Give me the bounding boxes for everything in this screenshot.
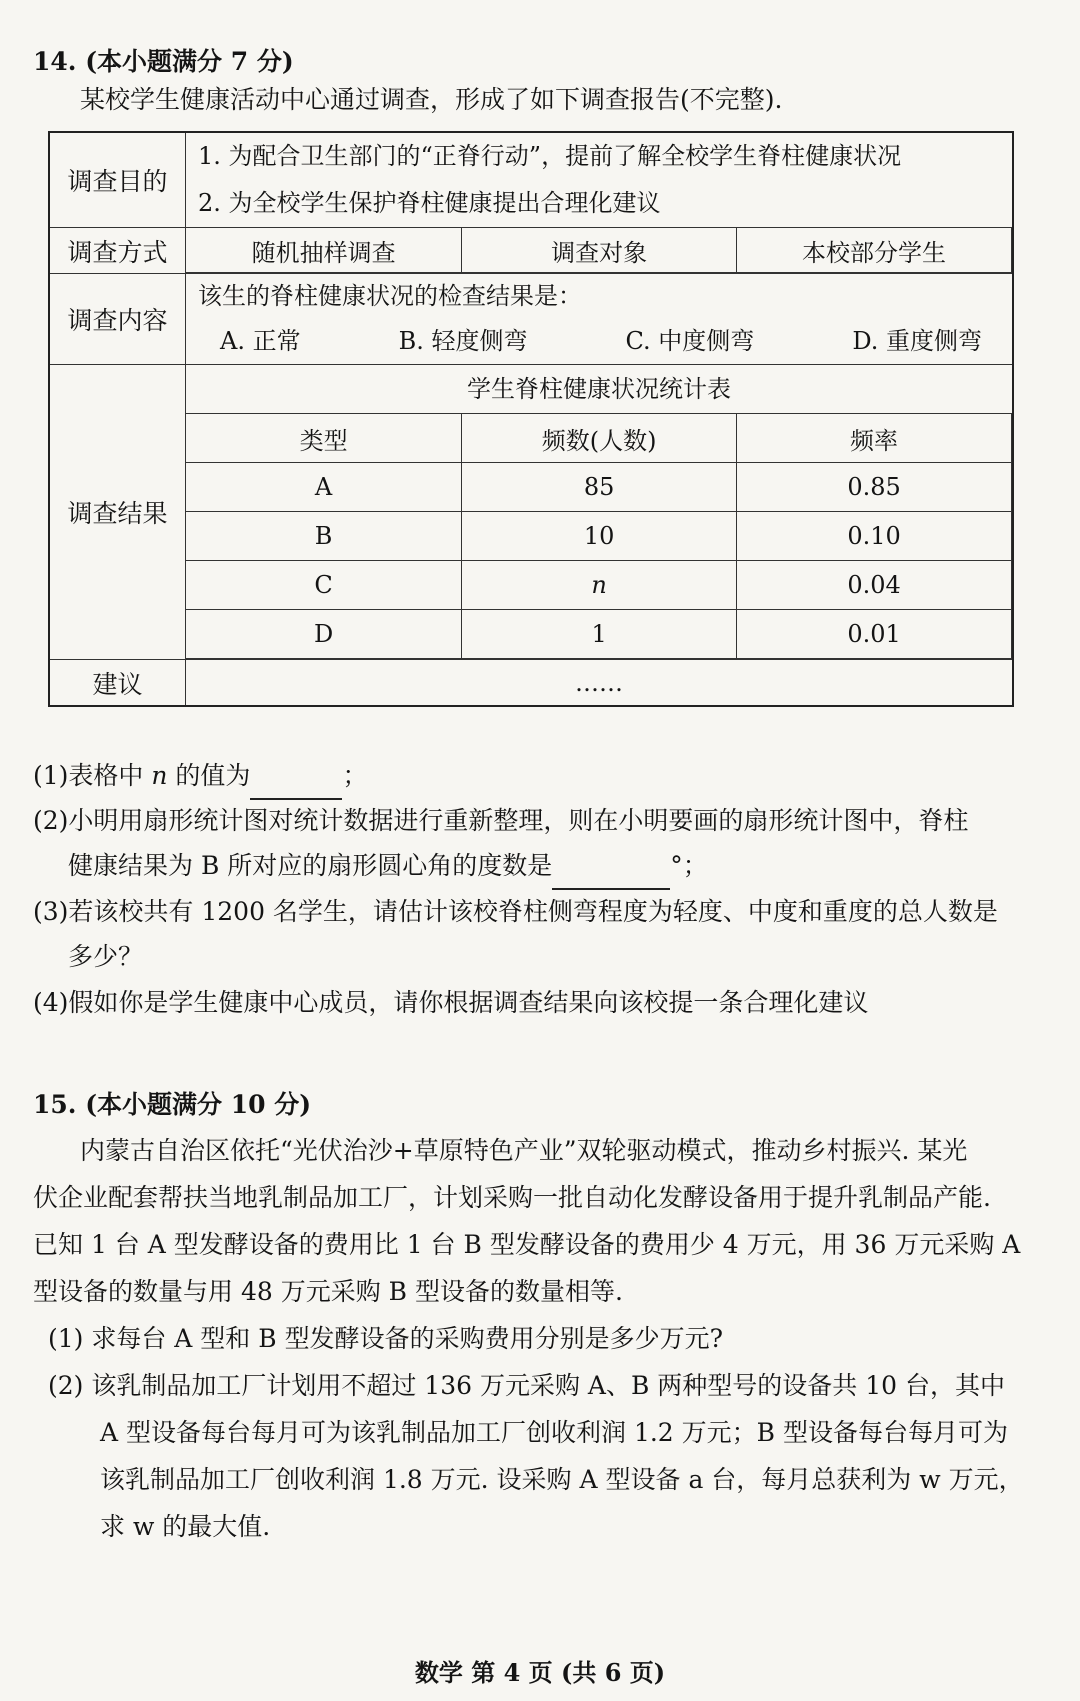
method-value: 随机抽样调查 (186, 228, 462, 273)
object-value: 本校部分学生 (737, 228, 1012, 273)
sub1-variable: n (151, 761, 168, 790)
option-b: B. 轻度侧弯 (398, 327, 528, 355)
q15-para-4: 型设备的数量与用 48 万元采购 B 型设备的数量相等. (33, 1277, 623, 1306)
q14-sub3-line1: (3)若该校共有 1200 名学生，请估计该校脊柱侧弯程度为轻度、中度和重度的总人数是 (33, 897, 998, 926)
stat-cell: D (186, 610, 462, 659)
q15-para-1: 内蒙古自治区依托“光伏治沙+草原特色产业”双轮驱动模式，推动乡村振兴. 某光 (80, 1136, 968, 1165)
content-label: 调查内容 (49, 274, 186, 365)
q15-sub2-line2: A 型设备每台每月可为该乳制品加工厂创收利润 1.2 万元；B 型设备每台每月可为 (100, 1418, 1008, 1447)
q15-para-2: 伏企业配套帮扶当地乳制品加工厂，计划采购一批自动化发酵设备用于提升乳制品产能. (33, 1183, 991, 1212)
content-prompt: 该生的脊柱健康状况的检查结果是： (198, 282, 582, 310)
q15-sub2-line1: (2) 该乳制品加工厂计划用不超过 136 万元采购 A、B 两种型号的设备共 10 台，其中 (48, 1371, 1005, 1400)
q15-sub2-line3: 该乳制品加工厂创收利润 1.8 万元. 设采购 A 型设备 a 台，每月总获利为 w 万元， (100, 1465, 1024, 1494)
sub1-text-b: 的值为 (167, 761, 251, 790)
purpose-item-2: 2. 为全校学生保护脊柱健康提出合理化建议 (198, 189, 661, 217)
sub2-unit: °； (670, 851, 708, 880)
q14-sub3-line2: 多少？ (68, 942, 144, 971)
purpose-label: 调查目的 (49, 132, 186, 228)
option-a: A. 正常 (220, 327, 301, 355)
stat-cell: 0.10 (737, 512, 1012, 561)
method-row (186, 228, 1012, 273)
stat-cell: 1 (462, 610, 737, 659)
stat-cell: 85 (462, 463, 737, 512)
table-row (186, 463, 1012, 512)
purpose-item-1: 1. 为配合卫生部门的“正脊行动”，提前了解全校学生脊柱健康状况 (198, 142, 902, 170)
stat-cell: n (462, 561, 737, 610)
stat-header-rate: 频率 (737, 414, 1012, 463)
sub1-text-c: ； (342, 761, 368, 790)
stat-cell: 0.04 (737, 561, 1012, 610)
sub1-text-a: (1)表格中 (33, 761, 152, 790)
stat-cell: 0.85 (737, 463, 1012, 512)
q14-sub2-line1: (2)小明用扇形统计图对统计数据进行重新整理，则在小明要画的扇形统计图中，脊柱 (33, 806, 969, 835)
q15-heading: 15. (本小题满分 10 分) (33, 1090, 312, 1119)
survey-report-table (48, 131, 1014, 707)
stat-cell: A (186, 463, 462, 512)
answer-blank[interactable] (552, 860, 670, 890)
answer-blank[interactable] (250, 770, 342, 800)
q14-heading: 14. (本小题满分 7 分) (33, 47, 294, 76)
table-row (186, 512, 1012, 561)
page-footer: 数学 第 4 页 (共 6 页) (414, 1658, 666, 1687)
q14-sub4: (4)假如你是学生健康中心成员，请你根据调查结果向该校提一条合理化建议 (33, 988, 869, 1017)
q15-sub2-line4: 求 w 的最大值. (100, 1512, 271, 1541)
q14-sub1 (33, 752, 367, 800)
suggest-label: 建议 (49, 660, 186, 707)
stat-cell: 10 (462, 512, 737, 561)
stat-table (186, 414, 1012, 659)
q15-sub1: (1) 求每台 A 型和 B 型发酵设备的采购费用分别是多少万元? (48, 1324, 723, 1353)
q14-intro: 某校学生健康活动中心通过调查，形成了如下调查报告(不完整). (80, 85, 783, 114)
method-label: 调查方式 (49, 228, 186, 274)
stat-cell: B (186, 512, 462, 561)
table-row (186, 561, 1012, 610)
stat-header-frequency: 频数(人数) (462, 414, 737, 463)
object-label: 调查对象 (462, 228, 737, 273)
stat-cell: 0.01 (737, 610, 1012, 659)
q15-para-3: 已知 1 台 A 型发酵设备的费用比 1 台 B 型发酵设备的费用少 4 万元，用 36 万元采购 A (33, 1230, 1021, 1259)
content-options (186, 319, 1012, 364)
suggest-value: …… (186, 660, 1014, 707)
stat-cell: C (186, 561, 462, 610)
sub2-text: 健康结果为 B 所对应的扇形圆心角的度数是 (68, 851, 553, 880)
option-c: C. 中度侧弯 (625, 327, 755, 355)
stat-header-type: 类型 (186, 414, 462, 463)
table-row (186, 610, 1012, 659)
option-d: D. 重度侧弯 (852, 327, 982, 355)
q14-sub2-line2 (68, 842, 708, 890)
stat-header-row (186, 414, 1012, 463)
stat-table-title: 学生脊柱健康状况统计表 (186, 365, 1012, 414)
result-label: 调查结果 (49, 365, 186, 660)
